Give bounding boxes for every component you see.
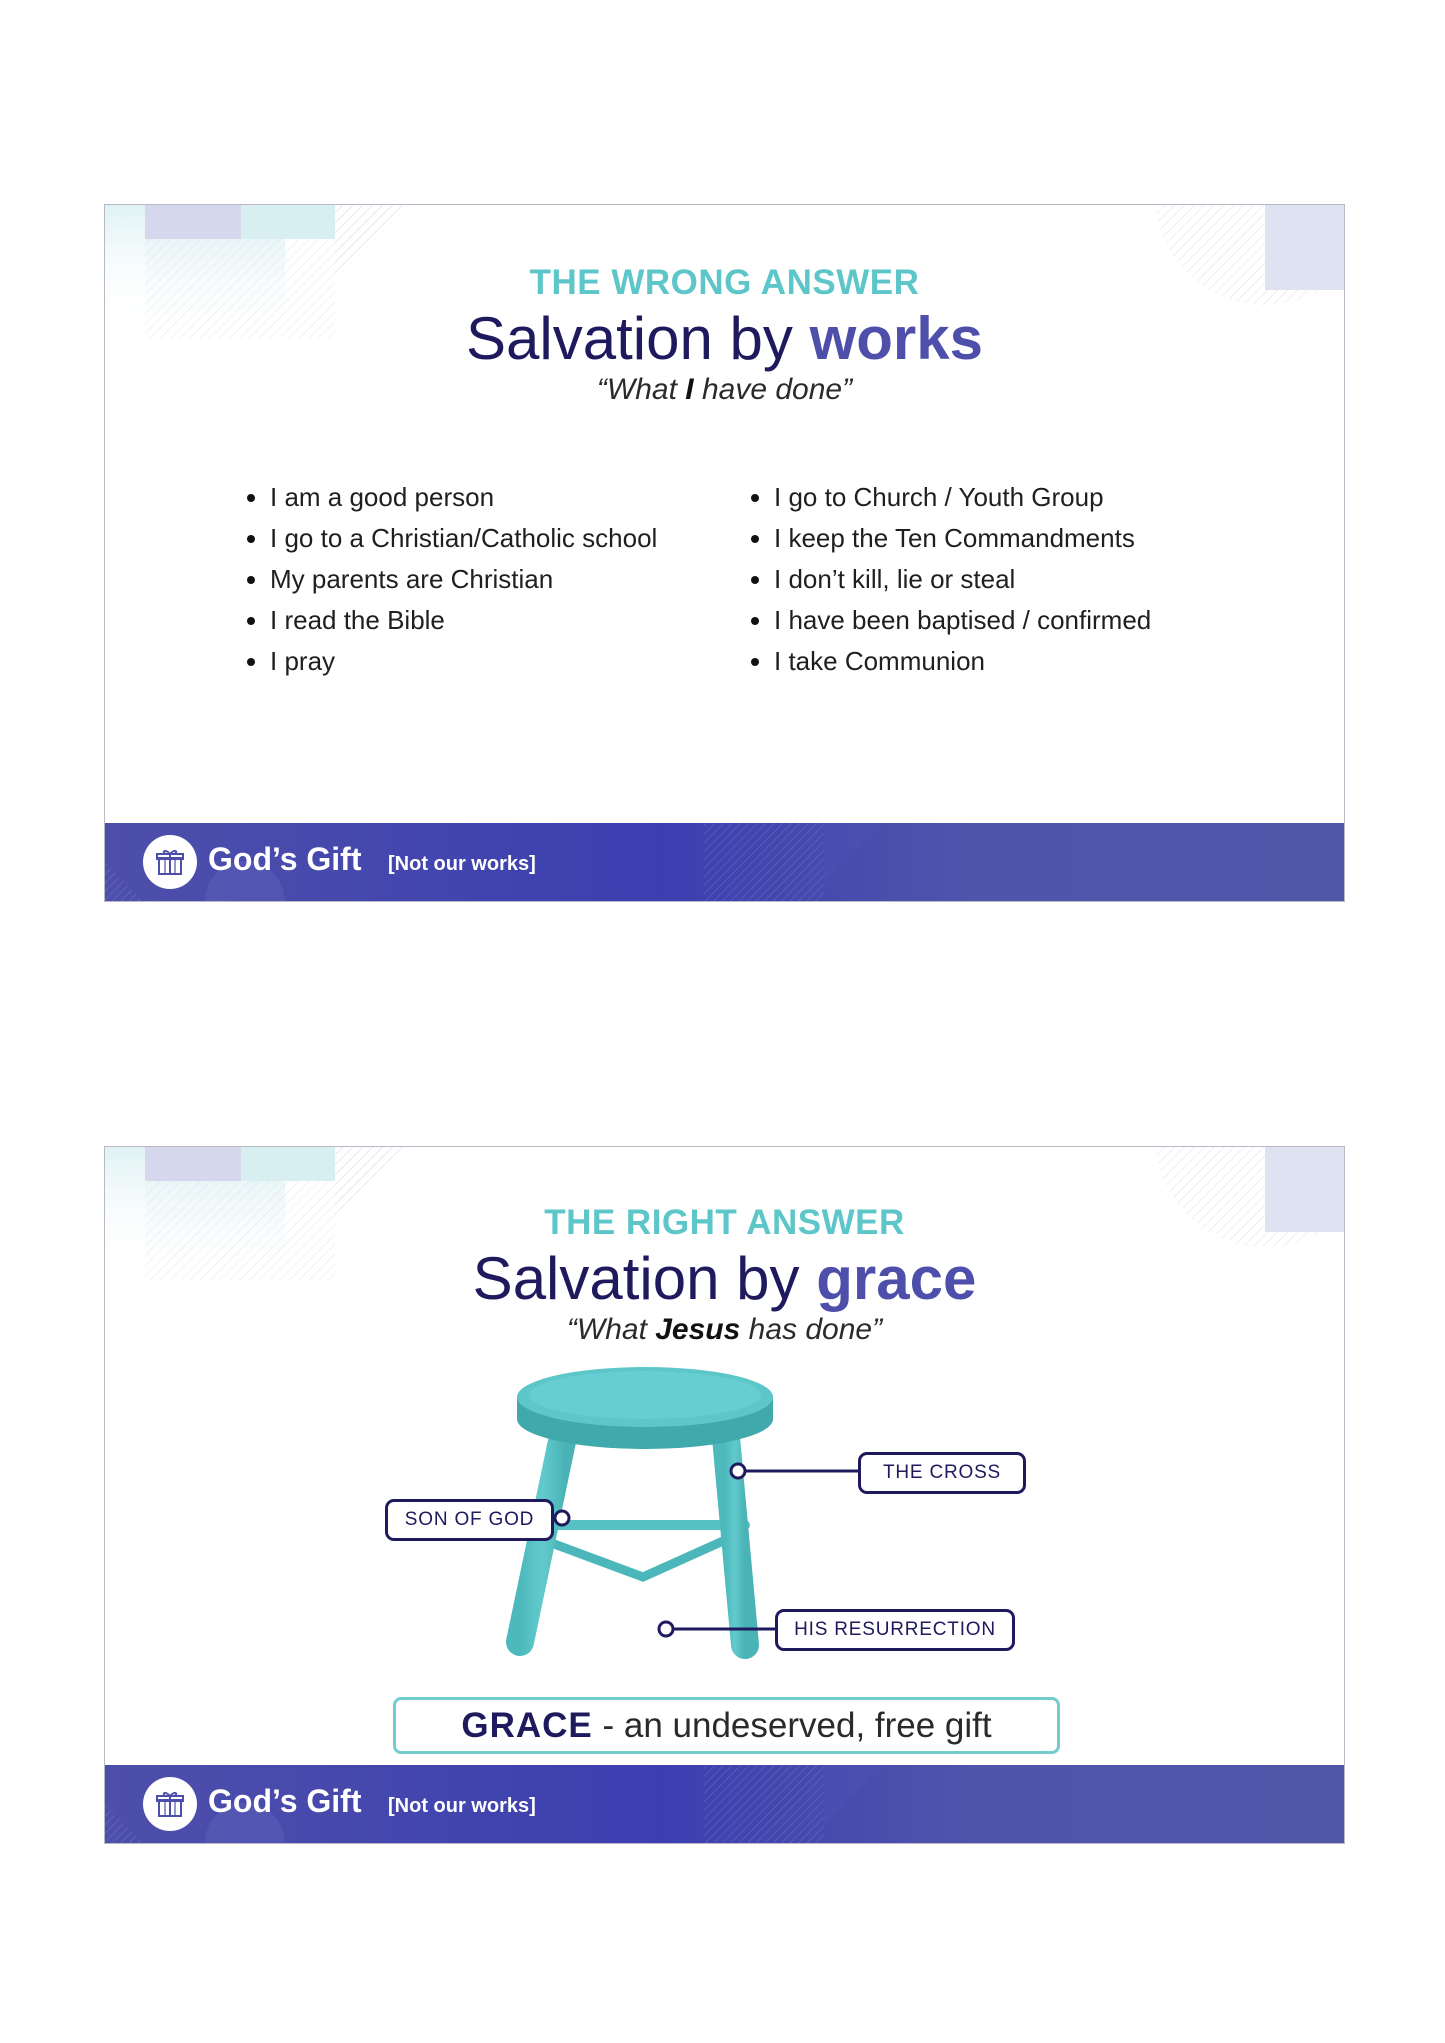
slide-footer — [105, 1765, 1344, 1843]
bullet-list-left — [246, 477, 657, 682]
subtitle-emphasis: I — [685, 373, 694, 406]
list-item: I pray — [246, 641, 657, 682]
list-item: I go to Church / Youth Group — [750, 477, 1151, 518]
subtitle-post: have done” — [693, 373, 853, 406]
slide-kicker: THE RIGHT ANSWER — [544, 1203, 905, 1242]
slide-wrong-answer — [104, 204, 1345, 902]
subtitle-pre: “What — [566, 1313, 656, 1346]
gift-icon — [143, 835, 197, 889]
title-accent: works — [809, 305, 983, 372]
title-accent: grace — [816, 1245, 977, 1312]
slide-right-answer — [104, 1146, 1345, 1844]
bullet-list-right — [750, 477, 1151, 682]
subtitle-pre: “What — [596, 373, 686, 406]
callout-his-resurrection: HIS RESURRECTION — [775, 1609, 1015, 1651]
title-lead: Salvation by — [472, 1245, 817, 1312]
grace-word: GRACE — [461, 1705, 593, 1745]
subtitle-post: has done” — [740, 1313, 883, 1346]
slide-kicker: THE WRONG ANSWER — [529, 263, 920, 302]
list-item: My parents are Christian — [246, 559, 657, 600]
footer-brand: God’s Gift — [208, 1783, 362, 1819]
footer-brand: God’s Gift — [208, 841, 362, 877]
footer-tagline: [Not our works] — [388, 1795, 536, 1817]
slide-title — [105, 303, 1344, 375]
list-item: I have been baptised / confirmed — [750, 600, 1151, 641]
slide-subtitle — [105, 1313, 1344, 1347]
list-item: I go to a Christian/Catholic school — [246, 518, 657, 559]
title-lead: Salvation by — [466, 305, 810, 372]
slide-title — [105, 1243, 1344, 1315]
list-item: I read the Bible — [246, 600, 657, 641]
list-item: I don’t kill, lie or steal — [750, 559, 1151, 600]
subtitle-emphasis: Jesus — [655, 1313, 741, 1346]
slide-subtitle — [105, 373, 1344, 407]
footer-tagline: [Not our works] — [388, 853, 536, 875]
callout-son-of-god: SON OF GOD — [385, 1499, 554, 1541]
gift-icon — [143, 1777, 197, 1831]
list-item: I take Communion — [750, 641, 1151, 682]
grace-definition: - an undeserved, free gift — [592, 1705, 992, 1745]
list-item: I am a good person — [246, 477, 657, 518]
slide-footer — [105, 823, 1344, 901]
callout-the-cross: THE CROSS — [858, 1452, 1026, 1494]
grace-definition-box — [393, 1697, 1060, 1754]
list-item: I keep the Ten Commandments — [750, 518, 1151, 559]
